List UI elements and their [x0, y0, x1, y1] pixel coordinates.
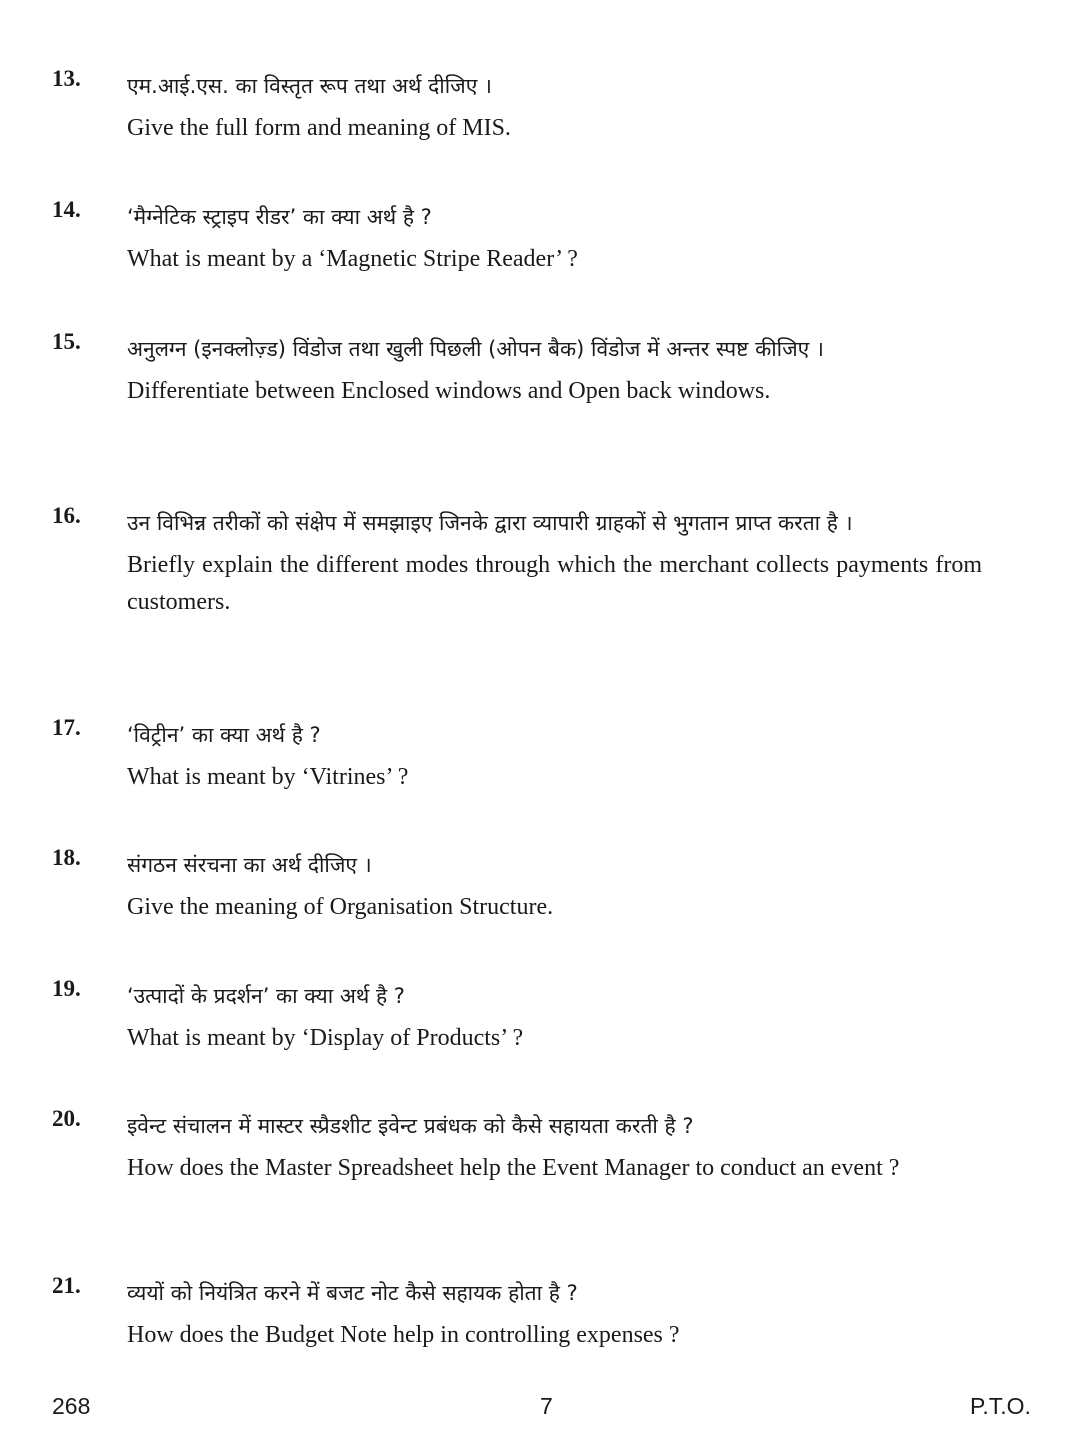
question-number: 20. — [52, 1106, 81, 1131]
question-hindi: संगठन संरचना का अर्थ दीजिए । — [127, 853, 372, 877]
question-english: What is meant by ‘Vitrines’ ? — [127, 764, 409, 790]
question-number: 14. — [52, 197, 81, 222]
question-number: 16. — [52, 503, 81, 528]
question-english: How does the Budget Note help in controlling expenses ? — [127, 1322, 680, 1348]
question-english: What is meant by ‘Display of Products’ ? — [127, 1025, 524, 1051]
paper-code: 268 — [52, 1393, 91, 1419]
question-number: 13. — [52, 66, 81, 91]
question-number: 21. — [52, 1273, 81, 1298]
question-hindi: अनुलग्न (इनक्लोज़्ड) विंडोज तथा खुली पिछली (ओपन बैक) विंडोज में अन्तर स्पष्ट कीजिए । — [127, 337, 824, 361]
question-english: How does the Master Spreadsheet help the Event Manager to conduct an event ? — [127, 1155, 900, 1181]
question-english: Give the meaning of Organisation Structure. — [127, 894, 554, 920]
question-number: 15. — [52, 329, 81, 354]
pto-label: P.T.O. — [970, 1393, 1031, 1419]
question-hindi: ‘उत्पादों के प्रदर्शन’ का क्या अर्थ है ? — [127, 984, 405, 1008]
question-hindi: उन विभिन्न तरीकों को संक्षेप में समझाइए जिनके द्वारा व्यापारी ग्राहकों से भुगतान प्राप्त करता है । — [127, 511, 853, 535]
question-hindi: एम.आई.एस. का विस्तृत रूप तथा अर्थ दीजिए । — [127, 74, 493, 98]
question-english: Give the full form and meaning of MIS. — [127, 115, 511, 141]
question-hindi: इवेन्ट संचालन में मास्टर स्प्रैडशीट इवेन्ट प्रबंधक को कैसे सहायता करती है ? — [127, 1114, 694, 1138]
question-number: 19. — [52, 976, 81, 1001]
question-hindi: ‘विट्रीन’ का क्या अर्थ है ? — [127, 723, 321, 747]
question-english: What is meant by a ‘Magnetic Stripe Reader’ ? — [127, 246, 578, 272]
question-number: 17. — [52, 715, 81, 740]
question-hindi: व्ययों को नियंत्रित करने में बजट नोट कैसे सहायक होता है ? — [127, 1281, 578, 1305]
question-hindi: ‘मैग्नेटिक स्ट्राइप रीडर’ का क्या अर्थ है ? — [127, 205, 432, 229]
page-number: 7 — [540, 1393, 553, 1419]
question-english: Differentiate between Enclosed windows and Open back windows. — [127, 378, 771, 404]
question-english: Briefly explain the different modes through which the merchant collects payments from customers. — [127, 552, 982, 615]
question-number: 18. — [52, 845, 81, 870]
